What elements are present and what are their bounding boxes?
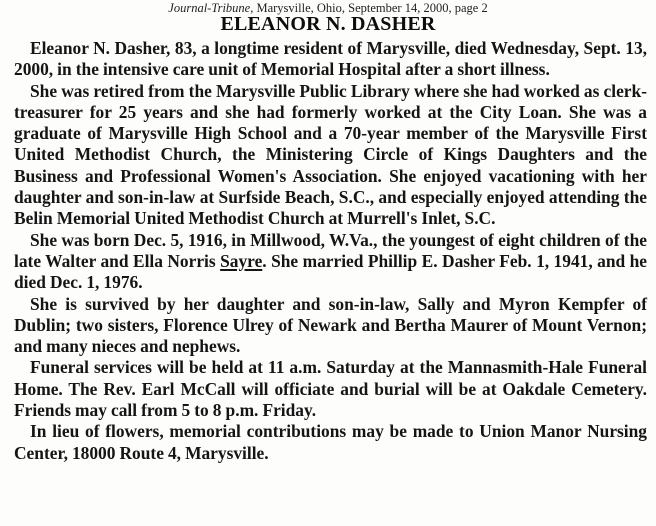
paragraph-survivors: She is survived by her daughter and son-in-law, Sally and Myron Kempfer of Dublin; two sisters, Florence Ulrey of Newark and Bertha Maurer of Mount Vernon; and many nieces and nephews.: [14, 293, 647, 357]
birth-text-after: . She married Phillip E. Dasher Feb. 1, 1941, and he died Dec. 1, 1976.: [14, 250, 648, 293]
birth-text-before: She was born Dec. 5, 1916, in Millwood, W.Va., the youngest of eight children of the late Walter and Ella Norris: [14, 229, 647, 271]
underlined-surname: Sayre: [220, 250, 263, 271]
paragraph-career: She was retired from the Marysville Public Library where she had worked as clerk-treasurer for 25 years and she had formerly worked at the City Loan. She was a graduate of Marysville High School and a 70-year member of the Marysville First United Methodist Church, the Ministering Circle of Kings Daughters and the Business and Professional Women's Association. She enjoyed vacationing with her daughter and son-in-law at Surfside Beach, S.C., and especially enjoyed attending the Belin Memorial United Methodist Church at Murrell's Inlet, S.C.: [14, 80, 647, 229]
paragraph-funeral: Funeral services will be held at 11 a.m. Saturday at the Mannasmith-Hale Funeral Home. The Rev. Earl McCall will officiate and burial will be at Oakdale Cemetery. Friends may call from 5 to 8 p.m. Friday.: [14, 357, 647, 421]
publication-details: , Marysville, Ohio, September 14, 2000, page 2: [250, 1, 488, 15]
paragraph-death-notice: Eleanor N. Dasher, 83, a longtime resident of Marysville, died Wednesday, Sept. 13, 2000, in the intensive care unit of Memorial Hospital after a short illness.: [14, 38, 647, 80]
publication-name: Journal-Tribune: [168, 1, 251, 15]
paragraph-memorials: In lieu of flowers, memorial contributions may be made to Union Manor Nursing Center, 18000 Route 4, Marysville.: [14, 421, 647, 463]
obituary-headline: ELEANOR N. DASHER: [220, 13, 436, 35]
paragraph-birth: [14, 230, 647, 294]
obituary-body: [14, 38, 647, 464]
